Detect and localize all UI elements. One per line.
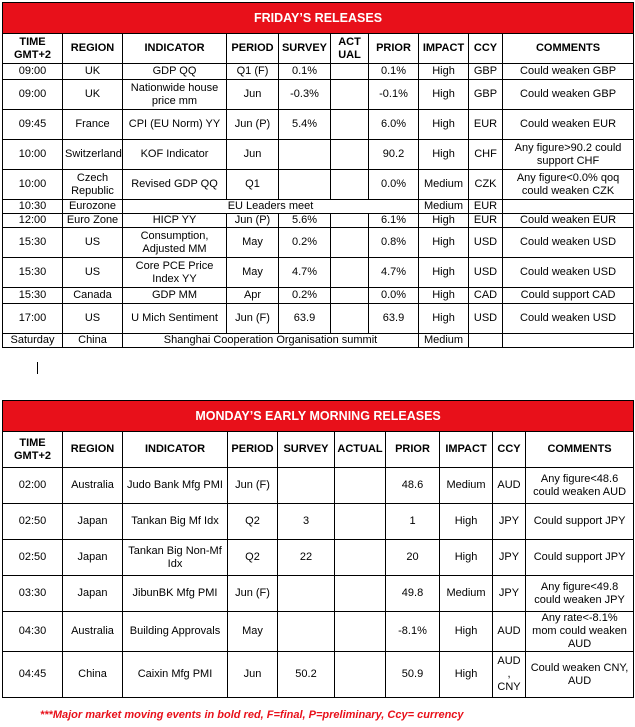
table-cell	[335, 468, 386, 504]
table-cell	[469, 334, 503, 348]
footnote: ***Major market moving events in bold red, F=final, P=preliminary, Ccy= currency	[40, 709, 464, 721]
table-cell: 10:00	[3, 170, 63, 200]
table-cell: 02:50	[3, 504, 63, 540]
table-cell	[331, 304, 369, 334]
table-cell: High	[440, 504, 493, 540]
column-header: REGION	[63, 34, 123, 64]
table-cell: 5.4%	[279, 110, 331, 140]
table-cell: Any rate<-8.1% mom could weaken AUD	[526, 612, 634, 652]
table-cell	[331, 64, 369, 80]
table-cell: Japan	[63, 504, 123, 540]
table-cell: AUD	[493, 468, 526, 504]
table-cell	[278, 468, 335, 504]
table-cell: May	[227, 258, 279, 288]
table-cell: Could support JPY	[526, 504, 634, 540]
table-cell: 0.0%	[369, 170, 419, 200]
table-cell: CAD	[469, 288, 503, 304]
table-cell: High	[419, 228, 469, 258]
table-cell: High	[419, 110, 469, 140]
table-cell: High	[419, 304, 469, 334]
table-cell: High	[440, 612, 493, 652]
table-row	[3, 468, 634, 504]
table-cell: 0.2%	[279, 288, 331, 304]
table-row	[3, 652, 634, 698]
table-cell: Canada	[63, 288, 123, 304]
table-cell: May	[228, 612, 278, 652]
table-cell: Could weaken CNY, AUD	[526, 652, 634, 698]
table-cell: 4.7%	[279, 258, 331, 288]
table-row	[3, 140, 634, 170]
table-cell: 48.6	[386, 468, 440, 504]
column-header: TIME GMT+2	[3, 432, 63, 468]
table-cell: 6.1%	[369, 214, 419, 228]
table-cell	[503, 334, 634, 348]
table-cell: Saturday	[3, 334, 63, 348]
table-cell	[335, 652, 386, 698]
table-cell: 0.8%	[369, 228, 419, 258]
table-cell: High	[419, 64, 469, 80]
table-cell: Judo Bank Mfg PMI	[123, 468, 228, 504]
table-cell	[335, 540, 386, 576]
table-cell: 04:45	[3, 652, 63, 698]
table-cell: Jun (F)	[228, 468, 278, 504]
column-header: ACT UAL	[331, 34, 369, 64]
table-cell: USD	[469, 258, 503, 288]
table-cell: -0.3%	[279, 80, 331, 110]
table-cell: 02:50	[3, 540, 63, 576]
table-cell: USD	[469, 228, 503, 258]
table-cell: 20	[386, 540, 440, 576]
column-header: IMPACT	[440, 432, 493, 468]
table-cell: Japan	[63, 576, 123, 612]
column-header: PERIOD	[228, 432, 278, 468]
text-cursor	[37, 362, 38, 374]
column-header: IMPACT	[419, 34, 469, 64]
table-cell: EUR	[469, 200, 503, 214]
table-cell: Caixin Mfg PMI	[123, 652, 228, 698]
table-cell: Medium	[440, 576, 493, 612]
table-cell: 15:30	[3, 258, 63, 288]
table-row	[3, 288, 634, 304]
column-header: SURVEY	[278, 432, 335, 468]
table-cell: Revised GDP QQ	[123, 170, 227, 200]
table-cell: 09:45	[3, 110, 63, 140]
table-cell: U Mich Sentiment	[123, 304, 227, 334]
table-cell: AUD , CNY	[493, 652, 526, 698]
table-cell: High	[419, 214, 469, 228]
column-header: SURVEY	[279, 34, 331, 64]
table-cell: Building Approvals	[123, 612, 228, 652]
table-cell: US	[63, 304, 123, 334]
table-cell: 50.2	[278, 652, 335, 698]
table-cell: Any figure<49.8 could weaken JPY	[526, 576, 634, 612]
table-cell: 17:00	[3, 304, 63, 334]
table-cell: Could weaken USD	[503, 304, 634, 334]
table-cell: 09:00	[3, 64, 63, 80]
table-row	[3, 200, 634, 214]
table-cell: CPI (EU Norm) YY	[123, 110, 227, 140]
friday-title: FRIDAY’S RELEASES	[3, 3, 634, 34]
column-header: COMMENTS	[503, 34, 634, 64]
table-cell: 15:30	[3, 288, 63, 304]
table-cell: Eurozone	[63, 200, 123, 214]
table-cell: KOF Indicator	[123, 140, 227, 170]
column-header: CCY	[493, 432, 526, 468]
table-row	[3, 110, 634, 140]
table-cell: High	[419, 80, 469, 110]
table-cell: 10:30	[3, 200, 63, 214]
table-cell: Australia	[63, 468, 123, 504]
table-cell: -8.1%	[386, 612, 440, 652]
column-header: ACTUAL	[335, 432, 386, 468]
table-cell	[331, 288, 369, 304]
table-row	[3, 576, 634, 612]
table-cell: Medium	[419, 334, 469, 348]
table-cell: USD	[469, 304, 503, 334]
table-cell: 02:00	[3, 468, 63, 504]
table-cell: -0.1%	[369, 80, 419, 110]
column-header: PERIOD	[227, 34, 279, 64]
table-cell: High	[440, 540, 493, 576]
table-cell: Could weaken GBP	[503, 64, 634, 80]
table-cell: Any figure<0.0% qoq could weaken CZK	[503, 170, 634, 200]
table-cell: Q2	[228, 540, 278, 576]
table-cell: Jun	[227, 140, 279, 170]
table-cell: 0.1%	[279, 64, 331, 80]
column-header: PRIOR	[369, 34, 419, 64]
table-cell: JPY	[493, 540, 526, 576]
table-cell: 3	[278, 504, 335, 540]
table-cell: GBP	[469, 64, 503, 80]
table-cell: Czech Republic	[63, 170, 123, 200]
table-cell: 0.1%	[369, 64, 419, 80]
table-cell: 5.6%	[279, 214, 331, 228]
table-cell: Jun (F)	[227, 304, 279, 334]
table-cell: Could weaken EUR	[503, 214, 634, 228]
table-cell: Medium	[440, 468, 493, 504]
table-cell: 15:30	[3, 228, 63, 258]
table-cell: Switzerland	[63, 140, 123, 170]
table-row	[3, 80, 634, 110]
table-cell: Could weaken USD	[503, 258, 634, 288]
table-cell: Q2	[228, 504, 278, 540]
column-header: REGION	[63, 432, 123, 468]
table-cell: 10:00	[3, 140, 63, 170]
table-cell: Medium	[419, 200, 469, 214]
table-cell: JPY	[493, 504, 526, 540]
table-cell: Any figure<48.6 could weaken AUD	[526, 468, 634, 504]
table-cell: Medium	[419, 170, 469, 200]
table-cell	[331, 228, 369, 258]
table-cell: US	[63, 228, 123, 258]
table-cell: 12:00	[3, 214, 63, 228]
table-cell: High	[419, 288, 469, 304]
table-cell: 50.9	[386, 652, 440, 698]
table-cell	[335, 576, 386, 612]
table-cell: UK	[63, 80, 123, 110]
table-row	[3, 540, 634, 576]
table-row	[3, 64, 634, 80]
table-cell	[331, 214, 369, 228]
table-cell: Could weaken GBP	[503, 80, 634, 110]
column-header: TIME GMT+2	[3, 34, 63, 64]
table-cell: 4.7%	[369, 258, 419, 288]
table-cell: 0.0%	[369, 288, 419, 304]
table-cell: China	[63, 652, 123, 698]
table-cell: France	[63, 110, 123, 140]
table-cell: 09:00	[3, 80, 63, 110]
table-cell: 6.0%	[369, 110, 419, 140]
table-cell: High	[419, 258, 469, 288]
table-cell: High	[419, 140, 469, 170]
table-cell: May	[227, 228, 279, 258]
table-cell: Tankan Big Non-Mf Idx	[123, 540, 228, 576]
table-cell: Jun	[228, 652, 278, 698]
table-row	[3, 214, 634, 228]
table-cell	[279, 170, 331, 200]
table-cell: Jun (P)	[227, 214, 279, 228]
friday-releases-table	[2, 2, 634, 348]
table-cell	[331, 170, 369, 200]
table-cell	[331, 140, 369, 170]
table-cell: Could weaken USD	[503, 228, 634, 258]
table-cell: CHF	[469, 140, 503, 170]
column-header: INDICATOR	[123, 34, 227, 64]
monday-releases-table	[2, 400, 634, 698]
table-cell: High	[440, 652, 493, 698]
table-cell: Could weaken EUR	[503, 110, 634, 140]
table-cell	[335, 504, 386, 540]
table-cell: Could support CAD	[503, 288, 634, 304]
table-cell: GDP QQ	[123, 64, 227, 80]
table-cell	[331, 80, 369, 110]
table-row	[3, 258, 634, 288]
table-cell	[503, 200, 634, 214]
table-row	[3, 504, 634, 540]
table-cell	[331, 110, 369, 140]
monday-title: MONDAY’S EARLY MORNING RELEASES	[3, 401, 634, 432]
table-cell: 49.8	[386, 576, 440, 612]
table-cell: Q1	[227, 170, 279, 200]
table-cell: 63.9	[369, 304, 419, 334]
table-cell: 63.9	[279, 304, 331, 334]
table-row	[3, 334, 634, 348]
table-cell: 90.2	[369, 140, 419, 170]
table-cell	[331, 258, 369, 288]
table-cell: GDP MM	[123, 288, 227, 304]
table-cell: 03:30	[3, 576, 63, 612]
table-cell: Tankan Big Mf Idx	[123, 504, 228, 540]
table-cell: JPY	[493, 576, 526, 612]
table-cell: UK	[63, 64, 123, 80]
table-cell: EUR	[469, 110, 503, 140]
table-cell: 1	[386, 504, 440, 540]
table-cell: 22	[278, 540, 335, 576]
table-row	[3, 612, 634, 652]
table-row	[3, 304, 634, 334]
table-cell: Jun	[227, 80, 279, 110]
table-cell: HICP YY	[123, 214, 227, 228]
table-cell: Consumption, Adjusted MM	[123, 228, 227, 258]
table-cell	[335, 612, 386, 652]
table-cell: Could support JPY	[526, 540, 634, 576]
table-cell: 04:30	[3, 612, 63, 652]
table-cell: GBP	[469, 80, 503, 110]
table-cell	[278, 612, 335, 652]
table-cell: China	[63, 334, 123, 348]
table-cell: CZK	[469, 170, 503, 200]
table-cell: Japan	[63, 540, 123, 576]
table-cell: Apr	[227, 288, 279, 304]
table-cell	[278, 576, 335, 612]
table-cell: EUR	[469, 214, 503, 228]
table-cell: Core PCE Price Index YY	[123, 258, 227, 288]
table-cell: Shanghai Cooperation Organisation summit	[123, 334, 419, 348]
table-cell	[279, 140, 331, 170]
table-cell: Q1 (F)	[227, 64, 279, 80]
column-header: PRIOR	[386, 432, 440, 468]
column-header: INDICATOR	[123, 432, 228, 468]
table-cell: 0.2%	[279, 228, 331, 258]
table-cell: Any figure>90.2 could support CHF	[503, 140, 634, 170]
table-cell: Jun (F)	[228, 576, 278, 612]
table-row	[3, 170, 634, 200]
column-header: COMMENTS	[526, 432, 634, 468]
table-row	[3, 228, 634, 258]
table-cell: AUD	[493, 612, 526, 652]
table-cell: EU Leaders meet	[123, 200, 419, 214]
table-cell: Jun (P)	[227, 110, 279, 140]
table-cell: Australia	[63, 612, 123, 652]
table-cell: US	[63, 258, 123, 288]
table-cell: JibunBK Mfg PMI	[123, 576, 228, 612]
table-cell: Euro Zone	[63, 214, 123, 228]
column-header: CCY	[469, 34, 503, 64]
table-cell: Nationwide house price mm	[123, 80, 227, 110]
